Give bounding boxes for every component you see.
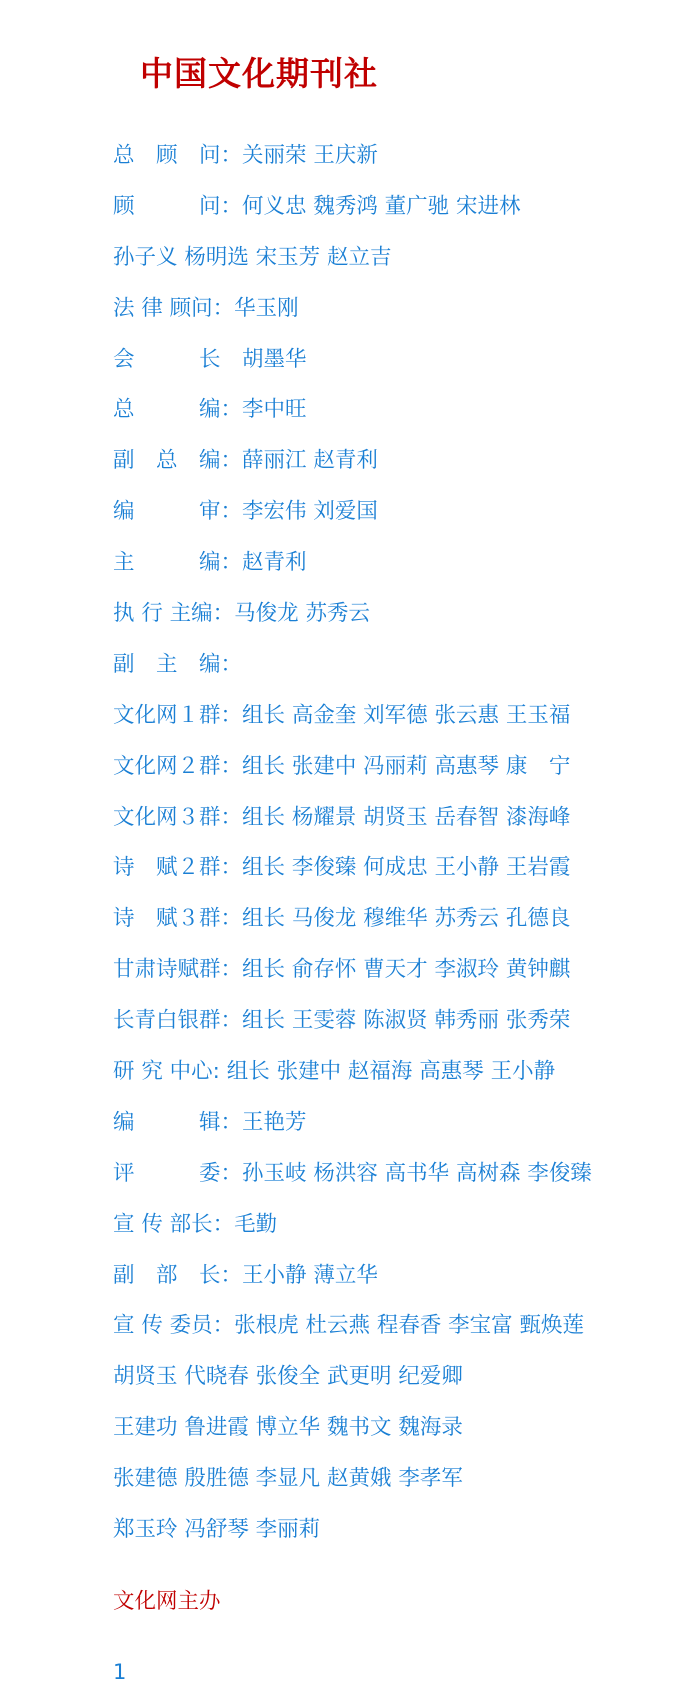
list-item: 评 委：孙玉岐 杨洪容 高书华 高树森 李俊臻	[113, 1160, 592, 1186]
list-item: 总 顾 问：关丽荣 王庆新	[113, 143, 378, 168]
list-item: 编 辑：王艳芳	[113, 1109, 307, 1135]
list-item: 王建功 鲁进霞 博立华 魏书文 魏海录	[113, 1415, 463, 1441]
list-item: 郑玉玲 冯舒琴 李丽莉	[113, 1517, 321, 1543]
page-title: 中国文化期刊社	[140, 54, 378, 93]
list-item: 执 行 主编：马俊龙 苏秀云	[113, 601, 371, 627]
list-item: 法 律 顾问：华玉刚	[113, 295, 299, 321]
footer-sponsor: 文化网主办	[113, 1589, 221, 1614]
list-item: 诗 赋２群：组长 李俊臻 何成忠 王小静 王岩霞	[113, 855, 571, 881]
list-item: 文化网２群：组长 张建中 冯丽莉 高惠琴 康 宁	[113, 753, 571, 779]
list-item: 副 主 编：	[113, 651, 243, 677]
list-item: 文化网１群：组长 高金奎 刘军德 张云惠 王玉福	[113, 702, 571, 728]
page-number: 1	[113, 1660, 127, 1684]
list-item: 甘肃诗赋群：组长 俞存怀 曹天才 李淑玲 黄钟麒	[113, 957, 571, 983]
list-item: 研 究 中心: 组长 张建中 赵福海 高惠琴 王小静	[113, 1059, 556, 1085]
list-item: 长青白银群：组长 王雯蓉 陈淑贤 韩秀丽 张秀荣	[113, 1008, 571, 1034]
list-item: 副 总 编：薛丽江 赵青利	[113, 448, 378, 474]
list-item: 张建德 殷胜德 李显凡 赵黄娥 李孝军	[113, 1466, 463, 1492]
list-item: 副 部 长：王小静 薄立华	[113, 1262, 378, 1288]
list-item: 总 编：李中旺	[113, 397, 307, 423]
list-item: 会 长 胡墨华	[113, 346, 307, 372]
list-item: 编 审：李宏伟 刘爱国	[113, 499, 378, 525]
list-item: 主 编：赵青利	[113, 550, 307, 576]
list-item: 宣 传 委员：张根虎 杜云燕 程春香 李宝富 甄焕莲	[113, 1313, 585, 1339]
list-item: 胡贤玉 代晓春 张俊全 武更明 纪爱卿	[113, 1364, 463, 1390]
list-item: 文化网３群：组长 杨耀景 胡贤玉 岳春智 漆海峰	[113, 804, 571, 830]
list-item: 顾 问：何义忠 魏秀鸿 董广驰 宋进林	[113, 193, 521, 219]
list-item: 孙子义 杨明选 宋玉芳 赵立吉	[113, 244, 392, 270]
staff-list	[113, 141, 683, 1566]
list-item: 宣 传 部长：毛勤	[113, 1211, 278, 1237]
list-item: 诗 赋３群：组长 马俊龙 穆维华 苏秀云 孔德良	[113, 906, 571, 932]
